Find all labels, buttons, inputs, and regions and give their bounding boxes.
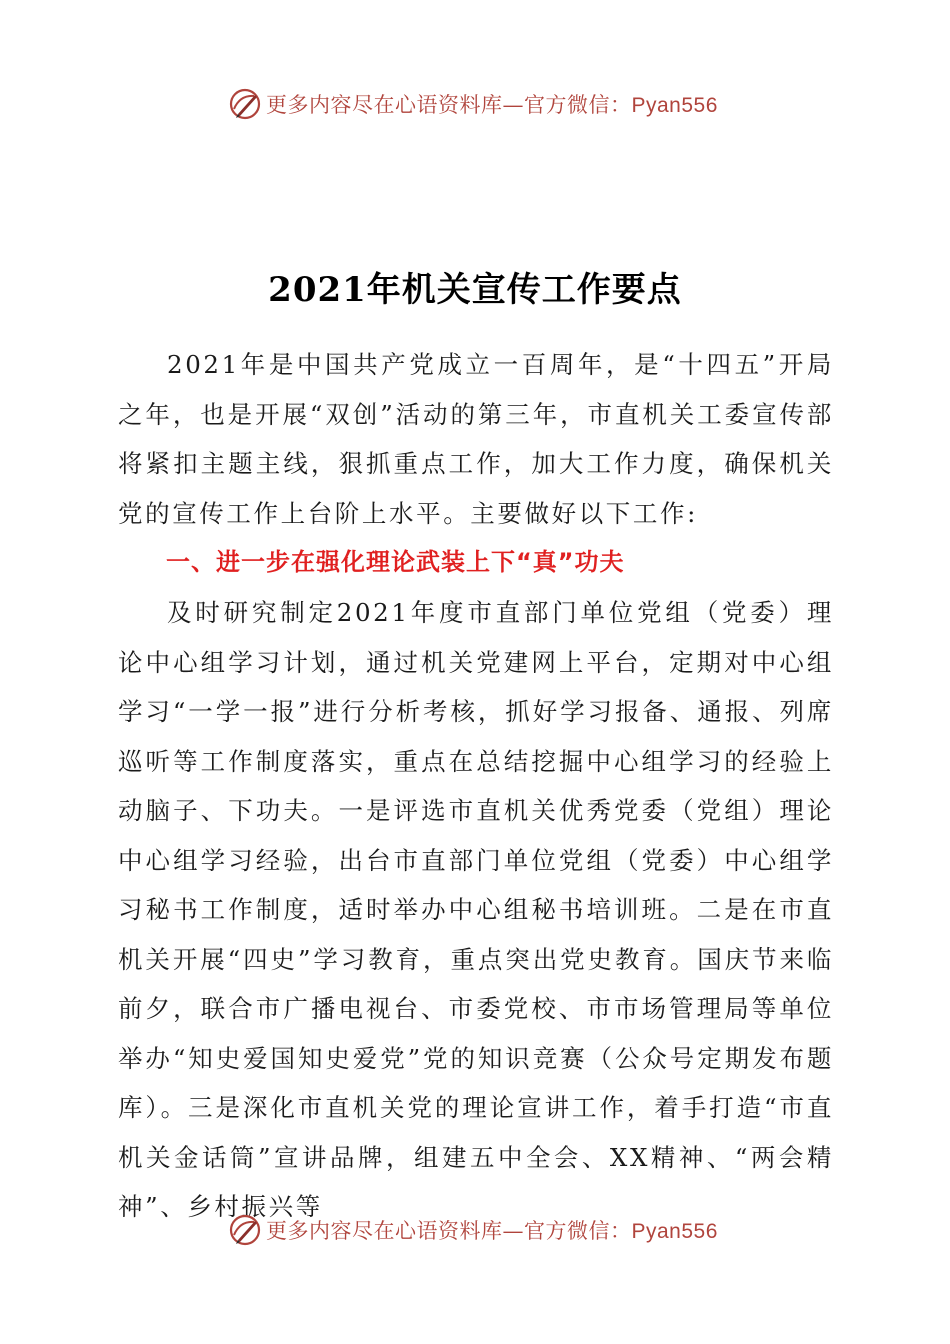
wechat-id: Pyan556: [631, 1220, 718, 1243]
watermark-banner-bottom: [228, 1210, 718, 1250]
document-title: 2021年机关宣传工作要点: [268, 270, 682, 310]
section-1-paragraph: 及时研究制定2021年度市直部门单位党组（党委）理论中心组学习计划，通过机关党建网上平台，定期对中心组学习“一学一报”进行分析考核，抓好学习报备、通报、列席巡听等工作制度落实，重点在总结挖掘中心组学习的经验上动脑子、下功夫。一是评选市直机关优秀党委（党组）理论中心组学习经验，出台市直部门单位党组（党委）中心组学习秘书工作制度，适时举办中心组秘书培训班。二是在市直机关开展“四史”学习教育，重点突出党史教育。国庆节来临前夕，联合市广播电视台、市委党校、市市场管理局等单位举办“知史爱国知史爱党”党的知识竞赛（公众号定期发布题库）。三是深化市直机关党的理论宣讲工作，着手打造“市直机关金话筒”宣讲品牌，组建五中全会、XX精神、“两会精神”、乡村振兴等: [118, 598, 834, 1221]
pen-logo-icon: [228, 87, 262, 121]
watermark-banner-top: [228, 84, 718, 124]
watermark-text: 更多内容尽在心语资料库—官方微信：Pyan556: [266, 1219, 718, 1243]
wechat-id: Pyan556: [631, 94, 718, 117]
pen-logo-icon: [228, 1213, 262, 1247]
watermark-text: 更多内容尽在心语资料库—官方微信：Pyan556: [266, 93, 718, 117]
intro-paragraph: 2021年是中国共产党成立一百周年，是“十四五”开局之年，也是开展“双创”活动的第三年，市直机关工委宣传部将紧扣主题主线，狠抓重点工作，加大工作力度，确保机关党的宣传工作上台阶上水平。主要做好以下工作:: [118, 350, 834, 528]
section-heading-1: 一、进一步在强化理论武装上下“真”功夫: [166, 548, 625, 576]
